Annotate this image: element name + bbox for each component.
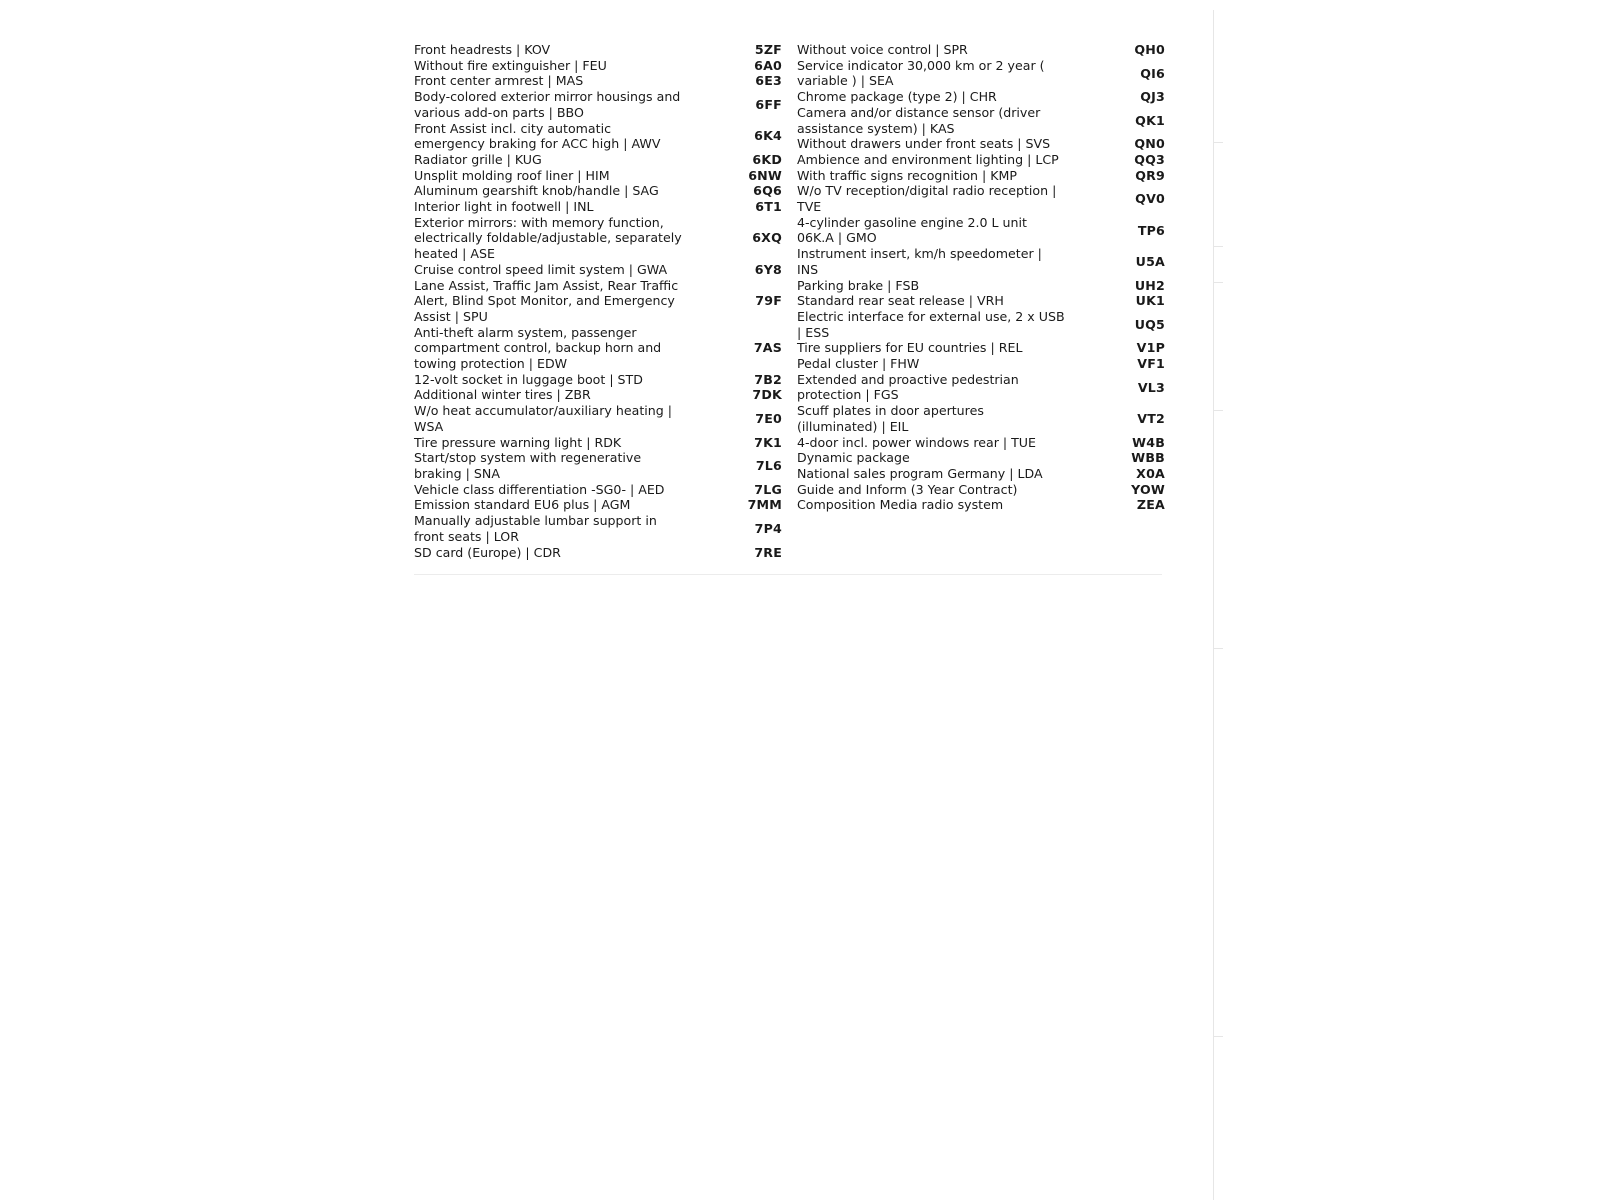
equipment-code: QV0 [1135,191,1165,207]
equipment-row [414,262,782,278]
equipment-description: Without fire extinguisher | FEU [414,57,607,73]
equipment-row [414,387,782,403]
equipment-description: Aluminum gearshift knob/handle | SAG [414,183,659,199]
equipment-description: Front headrests | KOV [414,42,551,57]
equipment-code: 7RE [754,544,782,560]
equipment-row [797,340,1165,356]
equipment-row [797,58,1165,89]
equipment-description: National sales program Germany | LDA [797,465,1043,481]
equipment-description: Tire suppliers for EU countries | REL [797,340,1023,356]
equipment-description: Vehicle class differentiation -SG0- | AED [414,481,665,497]
equipment-description: W/o TV reception/digital radio reception | TVE [797,183,1057,215]
equipment-description: With traffic signs recognition | KMP [797,167,1017,183]
equipment-row [797,497,1165,513]
equipment-code: V1P [1136,340,1165,356]
equipment-row [797,89,1165,105]
equipment-description: Body-colored exterior mirror housings and various add-on parts | BBO [414,89,681,120]
equipment-row [414,278,782,325]
equipment-row [414,42,782,58]
equipment-row [797,482,1165,498]
equipment-code: 6E3 [755,73,782,89]
equipment-row [414,403,782,434]
equipment-description: SD card (Europe) | CDR [414,544,561,560]
equipment-row [797,466,1165,482]
equipment-description: Camera and/or distance sensor (driver assistance system) | KAS [797,104,1041,136]
equipment-row [797,168,1165,184]
equipment-row [414,215,782,262]
equipment-row [797,246,1165,277]
equipment-description: Pedal cluster | FHW [797,356,920,372]
equipment-row [414,435,782,451]
equipment-code: WBB [1131,450,1165,466]
equipment-description: Tire pressure warning light | RDK [414,434,622,450]
scan-tick [1213,246,1223,247]
equipment-description: Emission standard EU6 plus | AGM [414,497,631,513]
equipment-code: UQ5 [1134,316,1165,332]
equipment-description: Standard rear seat release | VRH [797,293,1004,309]
table-bottom-rule [414,574,1162,575]
equipment-description: Electric interface for external use, 2 x USB | ESS [797,308,1065,340]
equipment-code: VF1 [1137,356,1165,372]
equipment-code: 7LG [754,481,782,497]
equipment-row [414,497,782,513]
equipment-row [797,435,1165,451]
equipment-description: 12-volt socket in luggage boot | STD [414,371,643,387]
equipment-row [797,356,1165,372]
equipment-description: Radiator grille | KUG [414,151,542,167]
equipment-row [414,168,782,184]
equipment-description: Additional winter tires | ZBR [414,387,591,403]
equipment-list-right-column [797,42,1165,513]
equipment-code: TP6 [1137,222,1165,238]
equipment-code: 7E0 [755,411,782,427]
equipment-row [797,215,1165,246]
equipment-description: Composition Media radio system [797,497,1004,513]
equipment-description: Ambience and environment lighting | LCP [797,151,1059,167]
equipment-description: Scuff plates in door apertures (illuminated) | EIL [797,403,984,434]
equipment-code: 7K1 [754,434,782,450]
equipment-code: W4B [1132,434,1165,450]
equipment-row [414,450,782,481]
equipment-code: ZEA [1136,497,1165,513]
equipment-description: Front center armrest | MAS [414,73,584,89]
equipment-code: 7B2 [754,371,782,387]
equipment-description: Without drawers under front seats | SVS [797,136,1051,152]
equipment-row [414,152,782,168]
scan-tick [1213,1036,1223,1037]
equipment-description: Chrome package (type 2) | CHR [797,89,997,105]
scan-tick [1213,142,1223,143]
equipment-row [414,325,782,372]
equipment-row [414,121,782,152]
equipment-code: X0A [1136,465,1165,481]
equipment-code: 5ZF [754,42,782,57]
equipment-row [797,293,1165,309]
equipment-code: 6Y8 [754,261,782,277]
equipment-description: Exterior mirrors: with memory function, electrically foldable/adjustable, separately heated | ASE [414,214,682,262]
equipment-code: VT2 [1137,411,1165,427]
equipment-code: UK1 [1135,293,1165,309]
equipment-row [797,403,1165,434]
equipment-description: Interior light in footwell | INL [414,199,594,215]
equipment-description: Lane Assist, Traffic Jam Assist, Rear Traffic Alert, Blind Spot Monitor, and Emergency Assist | SPU [414,277,679,324]
equipment-code: QR9 [1135,167,1165,183]
equipment-description: Anti-theft alarm system, passenger compartment control, backup horn and towing protection | EDW [414,324,662,372]
equipment-description: Front Assist incl. city automatic emergency braking for ACC high | AWV [414,120,661,152]
equipment-code: QJ3 [1140,89,1165,105]
equipment-code: VL3 [1137,379,1165,395]
equipment-row [797,42,1165,58]
equipment-code: QK1 [1135,112,1165,128]
equipment-code: 7AS [753,340,782,356]
equipment-code: 7MM [747,497,782,513]
equipment-row [414,482,782,498]
equipment-row [797,278,1165,294]
equipment-description: 4-cylinder gasoline engine 2.0 L unit 06K.A | GMO [797,214,1027,246]
equipment-code: 7P4 [754,520,782,536]
equipment-row [414,183,782,199]
equipment-description: W/o heat accumulator/auxiliary heating | WSA [414,403,672,434]
equipment-code: 6FF [755,96,782,112]
equipment-description: Extended and proactive pedestrian protection | FGS [797,371,1019,403]
equipment-description: Unsplit molding roof liner | HIM [414,167,610,183]
equipment-code: 6T1 [755,199,782,215]
equipment-code: 6KD [752,151,782,167]
equipment-code: 6A0 [754,57,782,73]
scan-tick [1213,410,1223,411]
equipment-row [414,372,782,388]
equipment-description: Manually adjustable lumbar support in front seats | LOR [414,513,657,544]
equipment-code: QQ3 [1134,151,1165,167]
equipment-row [414,199,782,215]
scan-tick [1213,648,1223,649]
equipment-row [414,73,782,89]
equipment-description: Dynamic package [797,450,910,466]
equipment-row [797,105,1165,136]
equipment-description: Guide and Inform (3 Year Contract) [797,481,1018,497]
scan-tick [1213,282,1223,283]
equipment-description: Service indicator 30,000 km or 2 year ( variable ) | SEA [797,57,1045,89]
equipment-description: Start/stop system with regenerative braking | SNA [414,450,642,481]
equipment-row [414,58,782,74]
equipment-code: QI6 [1140,65,1165,81]
equipment-description: Cruise control speed limit system | GWA [414,261,668,277]
equipment-code: 6Q6 [753,183,782,199]
equipment-row [797,136,1165,152]
equipment-row [797,309,1165,340]
equipment-code: U5A [1135,253,1165,269]
equipment-code: 6NW [748,167,782,183]
equipment-code: 6XQ [752,230,782,246]
equipment-code: 79F [755,293,782,309]
equipment-row [797,183,1165,214]
equipment-row [797,450,1165,466]
equipment-list-left-column [414,42,782,560]
equipment-code: 6K4 [754,128,782,144]
equipment-row [414,513,782,544]
equipment-code: QN0 [1134,136,1165,152]
equipment-code: YOW [1131,481,1165,497]
equipment-code: 7DK [752,387,782,403]
scan-edge-line [1213,10,1214,1200]
equipment-code: UH2 [1134,277,1165,293]
equipment-description: Without voice control | SPR [797,42,968,57]
equipment-row [797,152,1165,168]
equipment-code: QH0 [1134,42,1165,57]
equipment-code: 7L6 [755,458,782,474]
equipment-row [797,372,1165,403]
equipment-row [414,89,782,120]
equipment-description: 4-door incl. power windows rear | TUE [797,434,1036,450]
equipment-description: Parking brake | FSB [797,277,920,293]
equipment-row [414,545,782,561]
equipment-description: Instrument insert, km/h speedometer | INS [797,246,1042,277]
